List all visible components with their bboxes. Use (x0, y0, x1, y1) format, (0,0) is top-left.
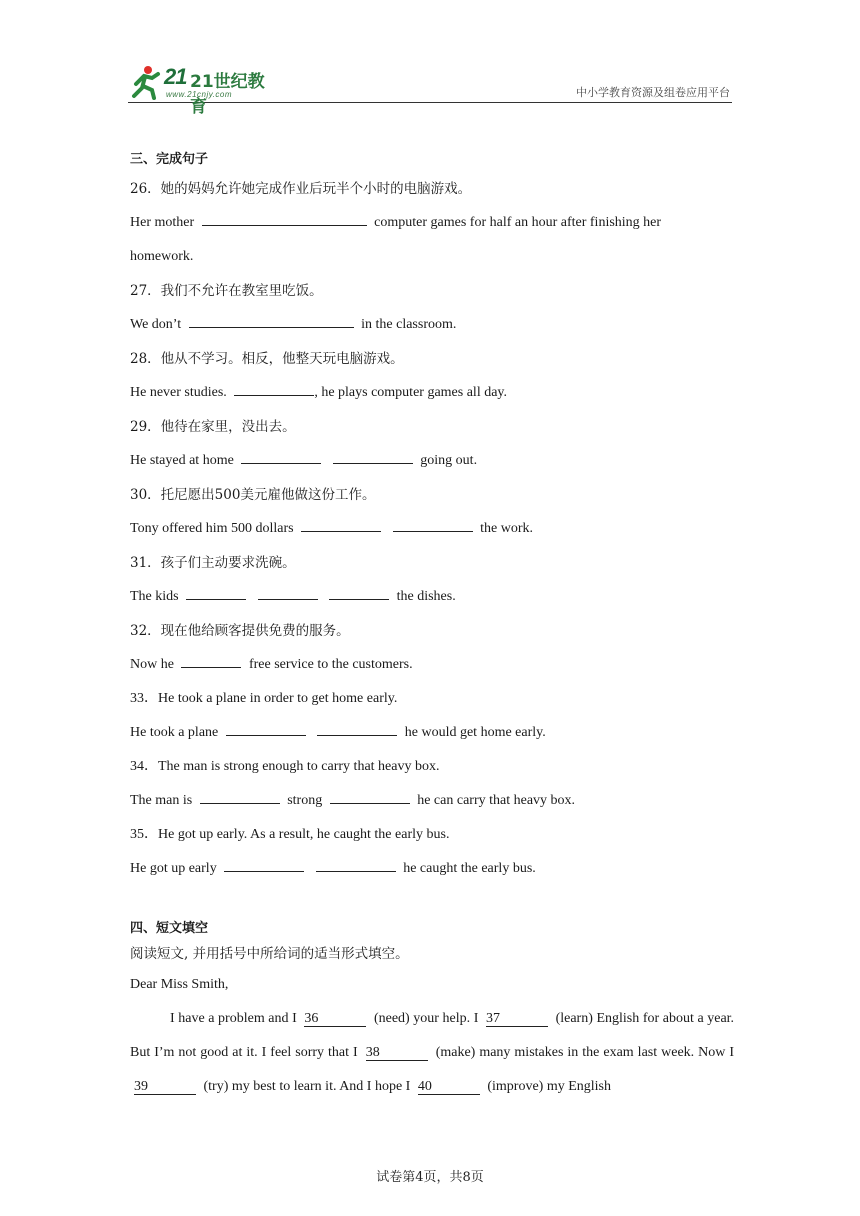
question-prompt: 28．他从不学习。相反，他整天玩电脑游戏。 (130, 351, 404, 367)
answer-text: in the classroom. (361, 317, 457, 332)
passage-text: (improve) my English (487, 1079, 611, 1094)
answer-blank[interactable] (200, 787, 280, 804)
question-prompt: 33．He took a plane in order to get home early. (130, 691, 398, 706)
answer-text: He got up early (130, 861, 217, 876)
answer-blank[interactable] (189, 311, 354, 328)
answer-blank[interactable] (241, 447, 321, 464)
answer-line (130, 580, 734, 614)
answer-line (130, 784, 734, 818)
section-title: 三、完成句子 (130, 152, 209, 167)
answer-text: free service to the customers. (248, 657, 413, 672)
answer-text: he caught the early bus. (403, 861, 536, 876)
answer-line (130, 376, 734, 410)
answer-line (130, 444, 734, 478)
passage (130, 1002, 734, 1104)
answer-blank[interactable] (202, 209, 367, 226)
answer-blank[interactable] (226, 719, 306, 736)
passage-text: (make) many mistakes in the exam last (435, 1045, 658, 1060)
answer-line (130, 308, 734, 342)
logo-url: www.21cnjy.com (166, 90, 232, 99)
answer-blank[interactable] (181, 651, 241, 668)
question-prompt: 30．托尼愿出500美元雇他做这份工作。 (130, 487, 376, 503)
running-figure-icon (128, 64, 164, 100)
question-prompt: 26．她的妈妈允许她完成作业后玩半个小时的电脑游戏。 (130, 181, 472, 197)
answer-line-continued: homework. (130, 249, 194, 264)
answer-blank[interactable] (316, 855, 396, 872)
answer-text: computer games for half an hour after finishing her (374, 215, 662, 230)
question-prompt: 35．He got up early. As a result, he caught the early bus. (130, 827, 450, 842)
answer-text: He stayed at home (130, 453, 234, 468)
answer-text: he can carry that heavy box. (417, 793, 576, 808)
passage-text: week. Now I (661, 1045, 735, 1060)
question-prompt: 27．我们不允许在教室里吃饭。 (130, 283, 323, 299)
answer-blank[interactable] (329, 583, 389, 600)
answer-text: , he plays computer games all day. (314, 385, 508, 400)
answer-text: going out. (420, 453, 478, 468)
answer-text: the dishes. (396, 589, 456, 604)
answer-blank[interactable] (186, 583, 246, 600)
answer-line (130, 648, 734, 682)
blank-40[interactable]: 40 (418, 1078, 480, 1095)
passage-text: I have a problem and I (170, 1011, 297, 1026)
answer-text: he would get home early. (404, 725, 546, 740)
answer-blank[interactable] (330, 787, 410, 804)
section-title: 四、短文填空 (130, 921, 209, 936)
blank-39[interactable]: 39 (134, 1078, 196, 1095)
spacer (130, 886, 734, 908)
answer-text: He took a plane (130, 725, 219, 740)
letter-greeting: Dear Miss Smith, (130, 977, 229, 992)
page-header (128, 62, 732, 117)
question-prompt: 32．现在他给顾客提供免费的服务。 (130, 623, 350, 639)
page-number: 试卷第4页，共8页 (376, 1170, 484, 1185)
answer-blank[interactable] (317, 719, 397, 736)
answer-line (130, 206, 734, 240)
logo-text: 21世纪教育 (190, 72, 265, 117)
answer-text: the work. (480, 521, 534, 536)
blank-36[interactable]: 36 (304, 1010, 366, 1027)
answer-text: Tony offered him 500 dollars (130, 521, 294, 536)
answer-blank[interactable] (333, 447, 413, 464)
answer-line (130, 716, 734, 750)
answer-blank[interactable] (258, 583, 318, 600)
blank-37[interactable]: 37 (486, 1010, 548, 1027)
answer-blank[interactable] (393, 515, 473, 532)
logo-number: 21 (164, 64, 187, 89)
platform-name: 中小学教育资源及组卷应用平台 (576, 86, 730, 99)
blank-38[interactable]: 38 (366, 1044, 428, 1061)
answer-text: Her mother (130, 215, 195, 230)
answer-text: We don’t (130, 317, 182, 332)
document-body (130, 148, 734, 1104)
passage-text: (try) my best to learn it. And I hope I (203, 1079, 411, 1094)
instruction: 阅读短文, 并用括号中所给词的适当形式填空。 (130, 946, 409, 962)
passage-text: a year. But I’m not good at it. I feel sorry that I (130, 1011, 735, 1060)
answer-text: Now he (130, 657, 174, 672)
answer-line (130, 512, 734, 546)
question-prompt: 31．孩子们主动要求洗碗。 (130, 555, 296, 571)
answer-text: He never studies. (130, 385, 227, 400)
answer-blank[interactable] (301, 515, 381, 532)
answer-text: strong (287, 793, 323, 808)
answer-blank[interactable] (234, 379, 314, 396)
passage-text: (learn) English for about (555, 1011, 694, 1026)
logo (128, 64, 268, 117)
answer-blank[interactable] (224, 855, 304, 872)
answer-text: The man is (130, 793, 193, 808)
answer-line (130, 852, 734, 886)
passage-text: (need) your help. I (373, 1011, 479, 1026)
question-prompt: 29．他待在家里，没出去。 (130, 419, 296, 435)
question-prompt: 34．The man is strong enough to carry that heavy box. (130, 759, 440, 774)
answer-text: The kids (130, 589, 179, 604)
